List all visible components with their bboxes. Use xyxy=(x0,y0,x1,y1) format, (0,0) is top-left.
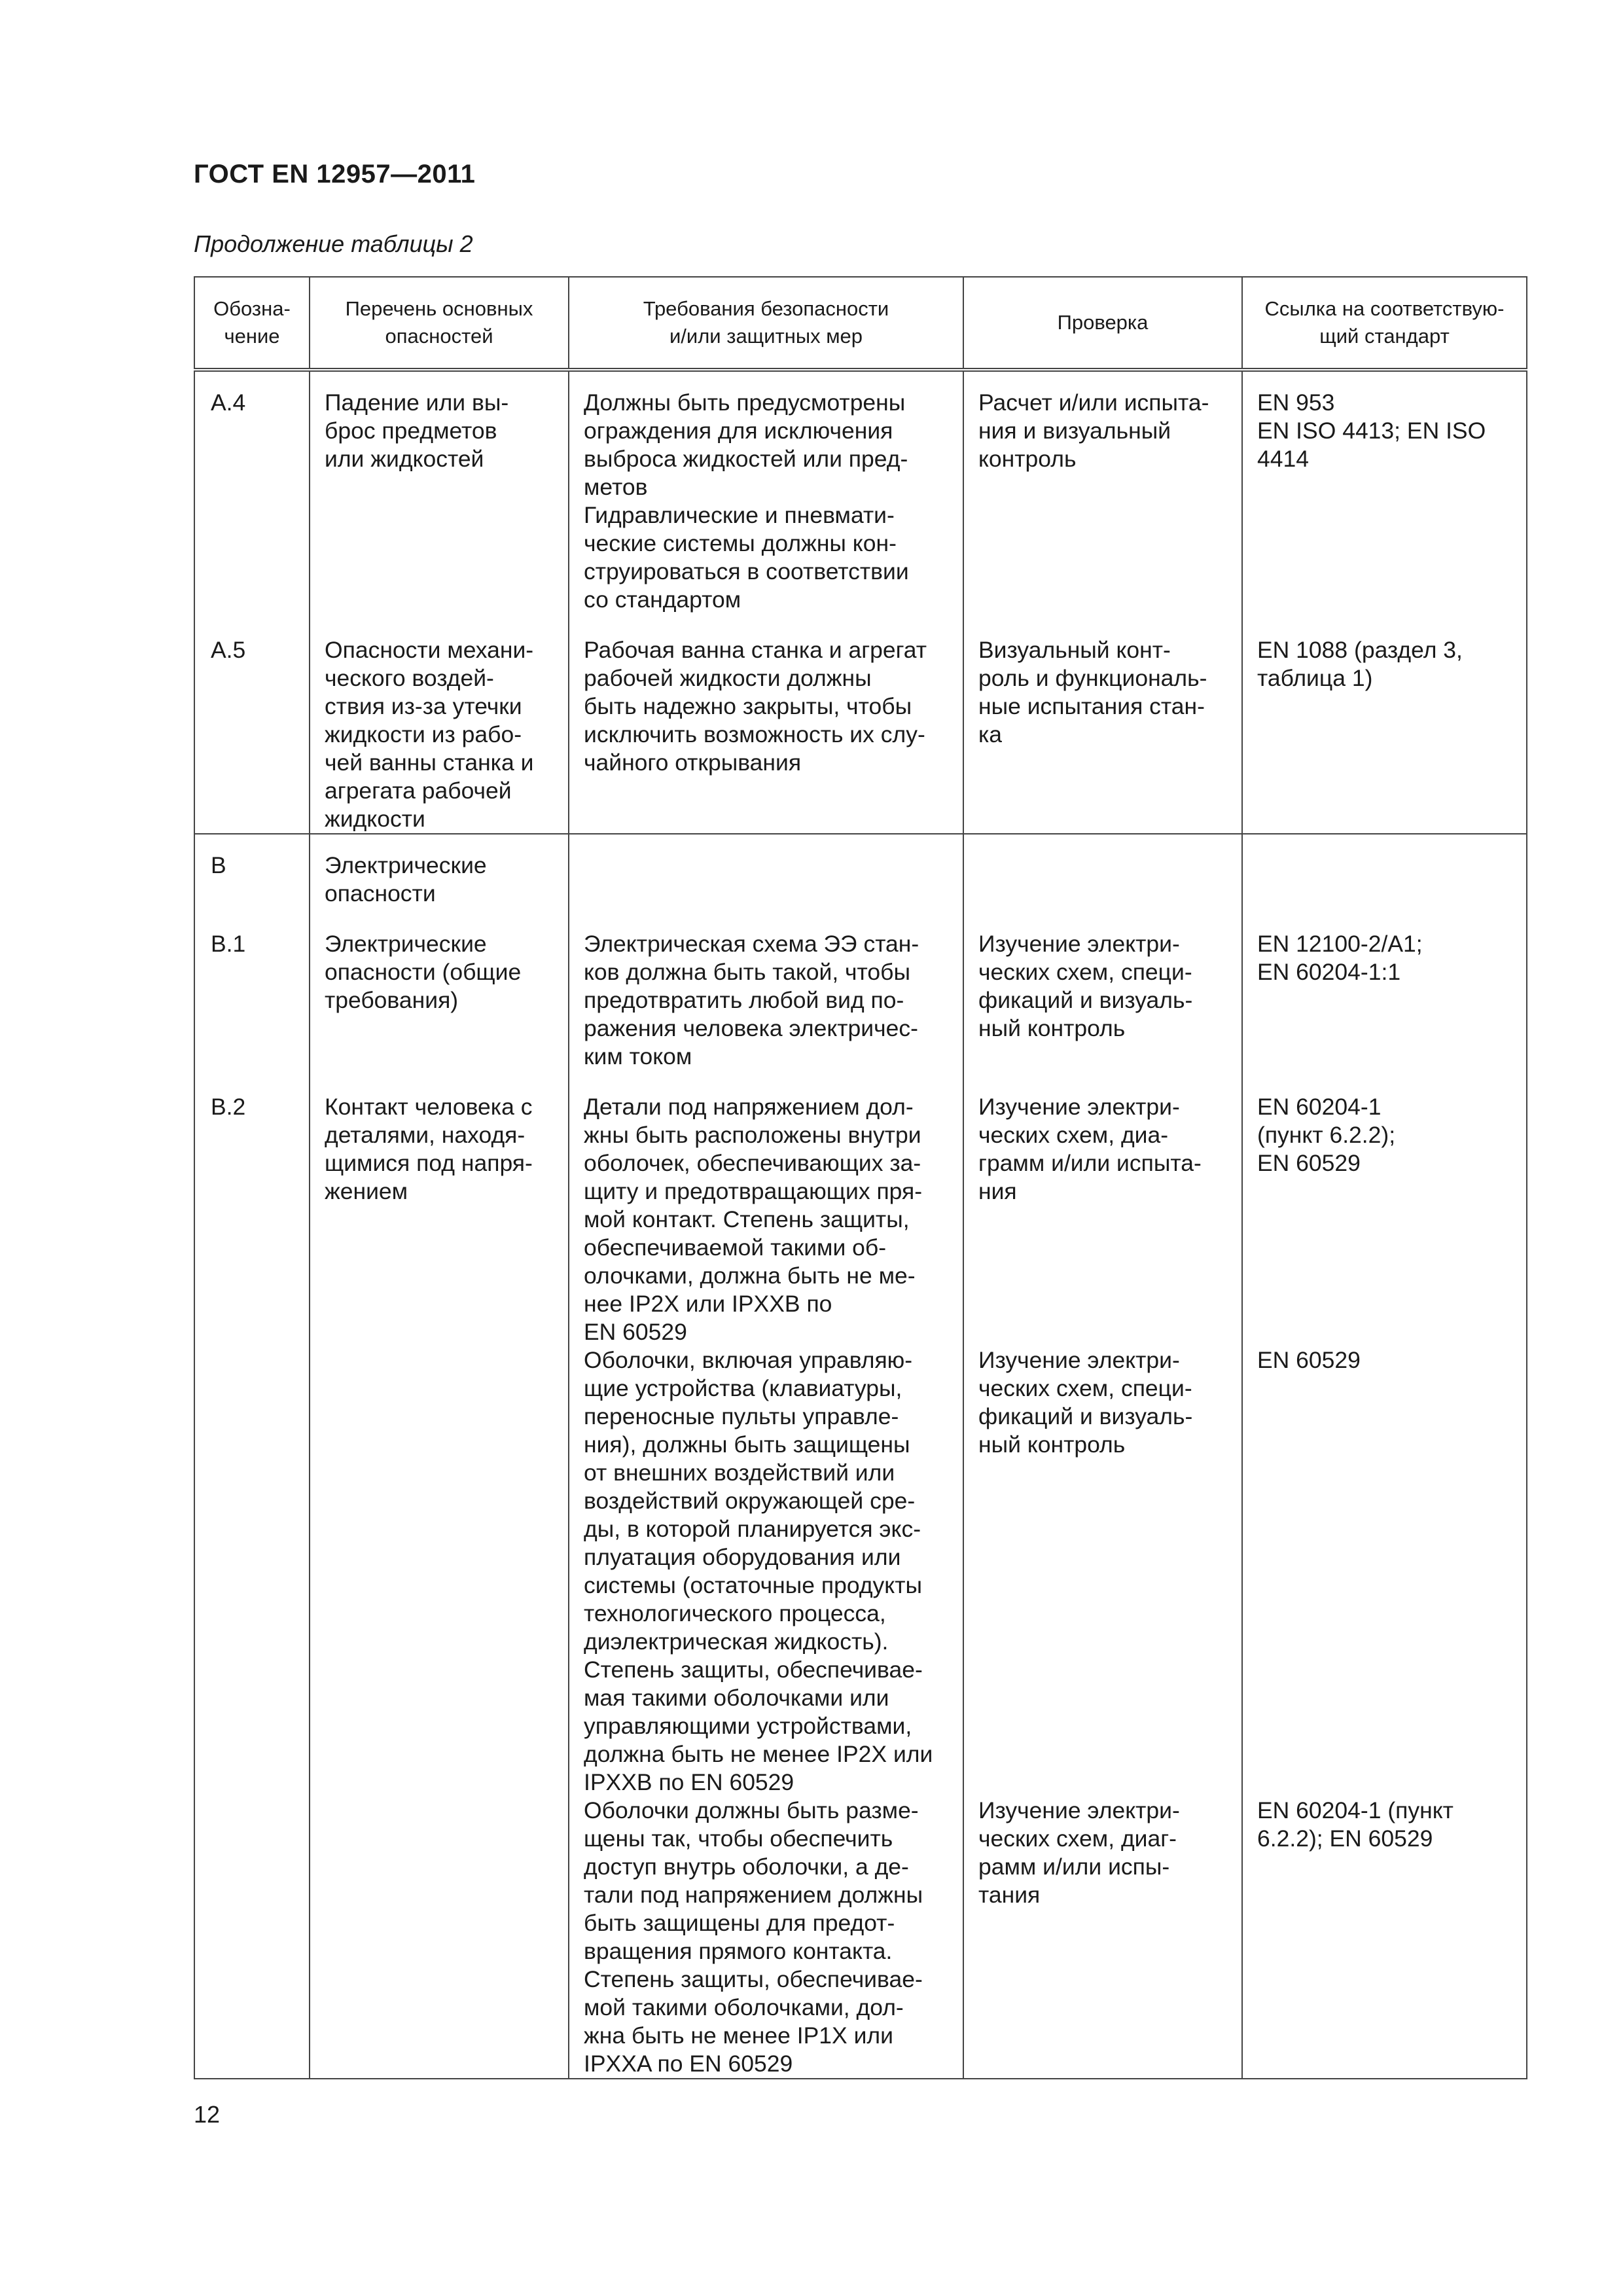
cell-reference: EN 60204-1 (пункт 6.2.2); EN 60529 xyxy=(1242,1797,1527,2079)
cell-code: B xyxy=(194,834,310,930)
cell-code xyxy=(194,1346,310,1797)
cell-code: B.1 xyxy=(194,930,310,1093)
table-row xyxy=(194,930,1527,1093)
cell-code: B.2 xyxy=(194,1093,310,1346)
cell-requirement: Должны быть предусмотрены ограждения для исключения выброса жидкостей или пред- метов Гидравлические и пневмати- ческие системы должны кон- струироваться в соответствии со стандартом xyxy=(569,370,963,636)
cell-code: A.5 xyxy=(194,636,310,834)
cell-verification: Изучение электри- ческих схем, диа- грамм и/или испыта- ния xyxy=(963,1093,1242,1346)
table-row xyxy=(194,1346,1527,1797)
cell-requirement xyxy=(569,834,963,930)
document-header: ГОСТ EN 12957—2011 xyxy=(194,160,476,188)
cell-verification: Расчет и/или испыта- ния и визуальный контроль xyxy=(963,370,1242,636)
header-reference: Ссылка на соответствую- щий стандарт xyxy=(1242,277,1527,370)
cell-requirement: Оболочки должны быть разме- щены так, чтобы обеспечить доступ внутрь оболочки, а де- тали под напряжением должны быть защищены для предот- вращения прямого контакта. Степень защиты, обеспечивае- мой такими оболочками, дол- жна быть не менее IP1X или IPXXA по EN 60529 xyxy=(569,1797,963,2079)
cell-verification: Изучение электри- ческих схем, специ- фикаций и визуаль- ный контроль xyxy=(963,930,1242,1093)
header-hazards: Перечень основных опасностей xyxy=(310,277,569,370)
cell-code: A.4 xyxy=(194,370,310,636)
cell-reference: EN 60529 xyxy=(1242,1346,1527,1797)
cell-hazard xyxy=(310,1346,569,1797)
requirements-table-container xyxy=(194,276,1526,2079)
cell-requirement: Рабочая ванна станка и агрегат рабочей жидкости должны быть надежно закрыты, чтобы исключить возможность их слу- чайного открывания xyxy=(569,636,963,834)
cell-reference: EN 60204-1 (пункт 6.2.2); EN 60529 xyxy=(1242,1093,1527,1346)
cell-verification: Изучение электри- ческих схем, специ- фикаций и визуаль- ный контроль xyxy=(963,1346,1242,1797)
header-verification: Проверка xyxy=(963,277,1242,370)
cell-requirement: Оболочки, включая управляю- щие устройства (клавиатуры, переносные пульты управле- ния), должны быть защищены от внешних воздействий или воздействий окружающей сре- ды, в которой планируется экс- плуатация оборудования или системы (остаточные продукты технологического процесса, диэлектрическая жидкость). Степень защиты, обеспечивае- мая такими оболочками или управляющими устройствами, должна быть не менее IP2X или IPXXB по EN 60529 xyxy=(569,1346,963,1797)
table-row xyxy=(194,834,1527,930)
header-requirements: Требования безопасности и/или защитных мер xyxy=(569,277,963,370)
table-row xyxy=(194,636,1527,834)
cell-reference: EN 12100-2/A1; EN 60204-1:1 xyxy=(1242,930,1527,1093)
cell-verification xyxy=(963,834,1242,930)
header-designation: Обозна- чение xyxy=(194,277,310,370)
page-number: 12 xyxy=(194,2101,221,2128)
cell-verification: Изучение электри- ческих схем, диаг- рамм и/или испы- тания xyxy=(963,1797,1242,2079)
table-row xyxy=(194,1093,1527,1346)
cell-hazard: Контакт человека с деталями, находя- щимися под напря- жением xyxy=(310,1093,569,1346)
cell-requirement: Электрическая схема ЭЭ стан- ков должна быть такой, чтобы предотвратить любой вид по- ражения человека электричес- ким током xyxy=(569,930,963,1093)
table-row xyxy=(194,370,1527,636)
table-caption: Продолжение таблицы 2 xyxy=(194,230,473,257)
cell-reference xyxy=(1242,834,1527,930)
cell-requirement: Детали под напряжением дол- жны быть расположены внутри оболочек, обеспечивающих за- щиту и предотвращающих пря- мой контакт. Степень защиты, обеспечиваемой такими об- олочками, должна быть не ме- нее IP2X или IPXXB по EN 60529 xyxy=(569,1093,963,1346)
requirements-table xyxy=(194,276,1527,2079)
table-row xyxy=(194,1797,1527,2079)
cell-hazard: Электрические опасности xyxy=(310,834,569,930)
cell-hazard xyxy=(310,1797,569,2079)
cell-reference: EN 1088 (раздел 3, таблица 1) xyxy=(1242,636,1527,834)
cell-verification: Визуальный конт- роль и функциональ- ные испытания стан- ка xyxy=(963,636,1242,834)
cell-code xyxy=(194,1797,310,2079)
cell-hazard: Падение или вы- брос предметов или жидкостей xyxy=(310,370,569,636)
cell-hazard: Электрические опасности (общие требования) xyxy=(310,930,569,1093)
cell-reference: EN 953 EN ISO 4413; EN ISO 4414 xyxy=(1242,370,1527,636)
cell-hazard: Опасности механи- ческого воздей- ствия из-за утечки жидкости из рабо- чей ванны станка и агрегата рабочей жидкости xyxy=(310,636,569,834)
table-header-row xyxy=(194,277,1527,370)
